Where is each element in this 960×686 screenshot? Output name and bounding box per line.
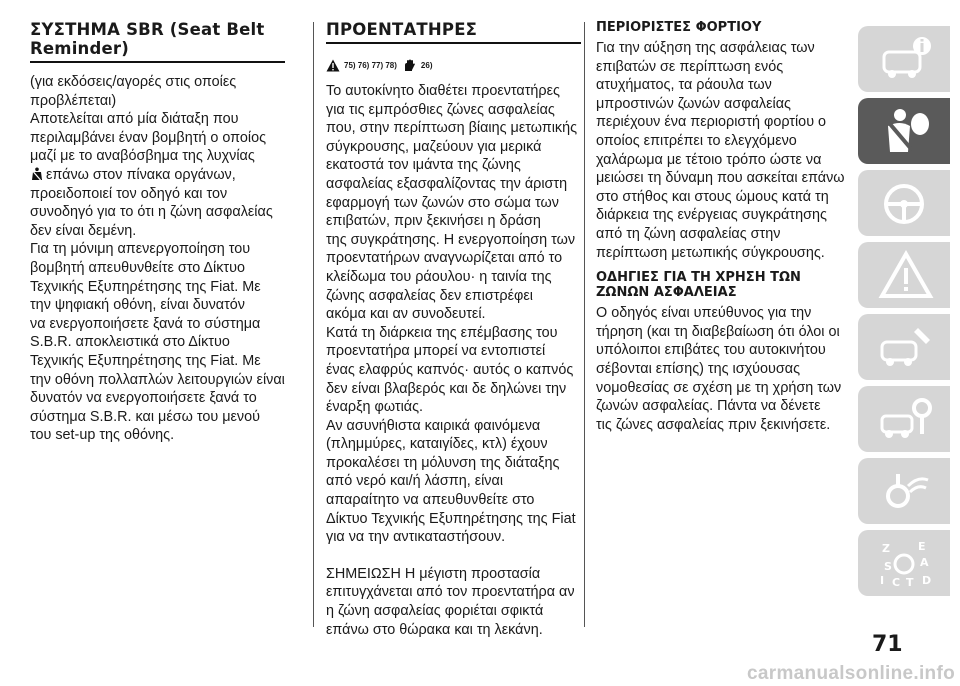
column-pretensioners: [326, 20, 581, 639]
warning-ref-numbers: 75) 76) 77) 78): [344, 60, 397, 70]
alphabet-index-icon: [878, 538, 934, 588]
section-title-pretensioners: ΠΡΟΕΝΤΑΤΗΡΕΣ: [326, 20, 581, 44]
index-letter-t: T: [906, 576, 914, 588]
chapter-tab-safety[interactable]: [858, 98, 950, 164]
load-limiters-paragraph: Για την αύξηση της ασφάλειας των επιβατών σε περίπτωση ενός ατυχήματος, τα ράουλα των μπροστινών ζωνών ασφαλείας περιέχουν ένα περιοριστή φορτίου ο οποίος επιτρέπει το ελεγχόμενο χαλάρωμα με τέτοιο τρόπο ώστε να μειώσει τη δύναμη που ασκείται επάνω στο στήθος και στους ώμους κατά τη διάρκεια της ενέργειας συγκράτησης από τη ζώνη ασφαλείας στην περίπτωση μετωπικής σύγκρουσης.: [596, 40, 845, 261]
page-number: 71: [872, 632, 903, 657]
column-divider-1: [313, 22, 314, 627]
pretensioners-note: ΣΗΜΕΙΩΣΗ Η μέγιστη προστασία επιτυγχάνεται από τον προεντατήρα αν η ζώνη ασφαλείας φοριέται σφικτά επάνω στο θώρακα και τη λεκάνη.: [326, 565, 575, 638]
sbr-text-part1: (για εκδόσεις/αγορές στις οποίες προβλέπεται) Αποτελείται από μία διάταξη που περιλαμβάνει έναν βομβητή ο οποίος μαζί με το αναβόσβημα της λυχνίας: [30, 74, 267, 165]
sbr-icon-line: [30, 166, 285, 185]
seatbelt-airbag-icon: [878, 106, 934, 156]
car-info-icon: [878, 34, 934, 84]
index-letter-z: Z: [882, 542, 890, 555]
sbr-icon-line-text: επάνω στον πίνακα οργάνων,: [46, 166, 236, 183]
warning-triangle-icon: [326, 59, 340, 72]
watermark: carmanualsonline.info: [747, 663, 955, 684]
chapter-tab-emergency[interactable]: [858, 242, 950, 308]
section-title-seatbelt-instructions: ΟΔΗΓΙΕΣ ΓΙΑ ΤΗ ΧΡΗΣΗ ΤΩΝ ΖΩΝΩΝ ΑΣΦΑΛΕΙΑΣ: [596, 270, 801, 301]
car-tools-icon: [878, 394, 934, 444]
caution-hand-icon: [403, 59, 417, 72]
chapter-tab-maintenance[interactable]: [858, 314, 950, 380]
warning-triangle-icon: [878, 250, 934, 300]
chapter-tabs: [858, 26, 950, 602]
column-divider-2: [584, 22, 585, 627]
section-title-load-limiters: ΠΕΡΙΟΡΙΣΤΕΣ ΦΟΡΤΙΟΥ: [596, 20, 762, 35]
sbr-text-part2: προειδοποιεί τον οδηγό και τον συνοδηγό για το ότι η ζώνη ασφαλείας δεν είναι δεμένη. Για τη μόνιμη απενεργοποίηση του βομβητή απευθυνθείτε στο Δίκτυο Τεχνικής Εξυπηρέτησης της Fiat. Με την ψηφιακή οθόνη, είναι δυνατόν να ενεργοποιήσετε ξανά το σύστημα S.B.R. αποκλειστικά στο Δίκτυο Τεχνικής Εξυπηρέτησης της Fiat. Με την οθόνη πολλαπλών λειτουργιών είναι δυνατόν να ενεργοποιήσετε ξανά το σύστημα S.B.R. και μέσω του μενού του set-up της οθόνης.: [30, 185, 285, 444]
steering-wheel-icon: [878, 178, 934, 228]
seatbelt-instructions-paragraph: Ο οδηγός είναι υπεύθυνος για την τήρηση (και τη διαβεβαίωση ότι όλοι οι υπόλοιποι επιβάτες του αυτοκινήτου σέβονται επίσης) της ισχύουσας νομοθεσίας σε σχέση με τη χρήση των ζωνών ασφαλείας. Πάντα να δένετε τις ζώνες ασφαλείας πριν ξεκινήσετε.: [596, 305, 842, 433]
index-letter-s: S: [884, 560, 892, 573]
column-seat-belt-reminder: [30, 20, 285, 445]
index-letter-a: A: [920, 556, 929, 569]
index-letter-d: D: [922, 574, 932, 587]
caution-ref-numbers: 26): [420, 60, 433, 70]
column-load-limiters: [596, 20, 851, 434]
chapter-tab-technical-data[interactable]: [858, 386, 950, 452]
chapter-tab-car-info[interactable]: [858, 26, 950, 92]
seatbelt-warning-lamp-icon: [30, 167, 44, 181]
chapter-tab-index[interactable]: [858, 530, 950, 596]
pretensioners-paragraph: Το αυτοκίνητο διαθέτει προεντατήρες για τις εμπρόσθιες ζώνες ασφαλείας που, στην περίπτωση βίαιης μετωπικής σύγκρουσης, μαζεύουν για μερικά εκατοστά τον ιμάντα της ζώνης ασφαλείας εξασφαλίζοντας την άριστη εφαρμογή των ζωνών στο σώμα των επιβατών, πριν ξεκινήσει η δράση της συγκράτησης. Η ενεργοποίηση των προεντατήρων αναγνωρίζεται από το κλείδωμα του ράουλου· η ταινία της ζώνης ασφαλείας δεν επιστρέφει ακόμα και αν συνοδευτεί. Κατά τη διάρκεια της επέμβασης του προεντατήρα μπορεί να εντοπιστεί ένας ελαφρύς καπνός· αυτός ο καπνός δεν είναι βλαβερός και δε δηλώνει την έναρξη φωτιάς. Αν ασυνήθιστα καιρικά φαινόμενα (πλημμύρες, καταιγίδες, κτλ) έχουν προκαλέσει τη μόλυνση της διάταξης από νερό και/ή λάσπη, είναι απαραίτητο να απευθυνθείτε στο Δίκτυο Τεχνικής Εξυπηρέτησης της Fiat για να την αντικαταστήσουν.: [326, 83, 578, 546]
warning-references: [326, 52, 581, 78]
index-letter-c: C: [892, 576, 901, 588]
index-letter-e: E: [918, 540, 926, 553]
chapter-tab-driving[interactable]: [858, 170, 950, 236]
index-letter-i: I: [880, 574, 885, 587]
chapter-tab-multimedia[interactable]: [858, 458, 950, 524]
car-service-icon: [878, 322, 934, 372]
radio-icon: [878, 466, 934, 516]
section-title-sbr: ΣΥΣΤΗΜΑ SBR (Seat Belt Reminder): [30, 20, 285, 63]
